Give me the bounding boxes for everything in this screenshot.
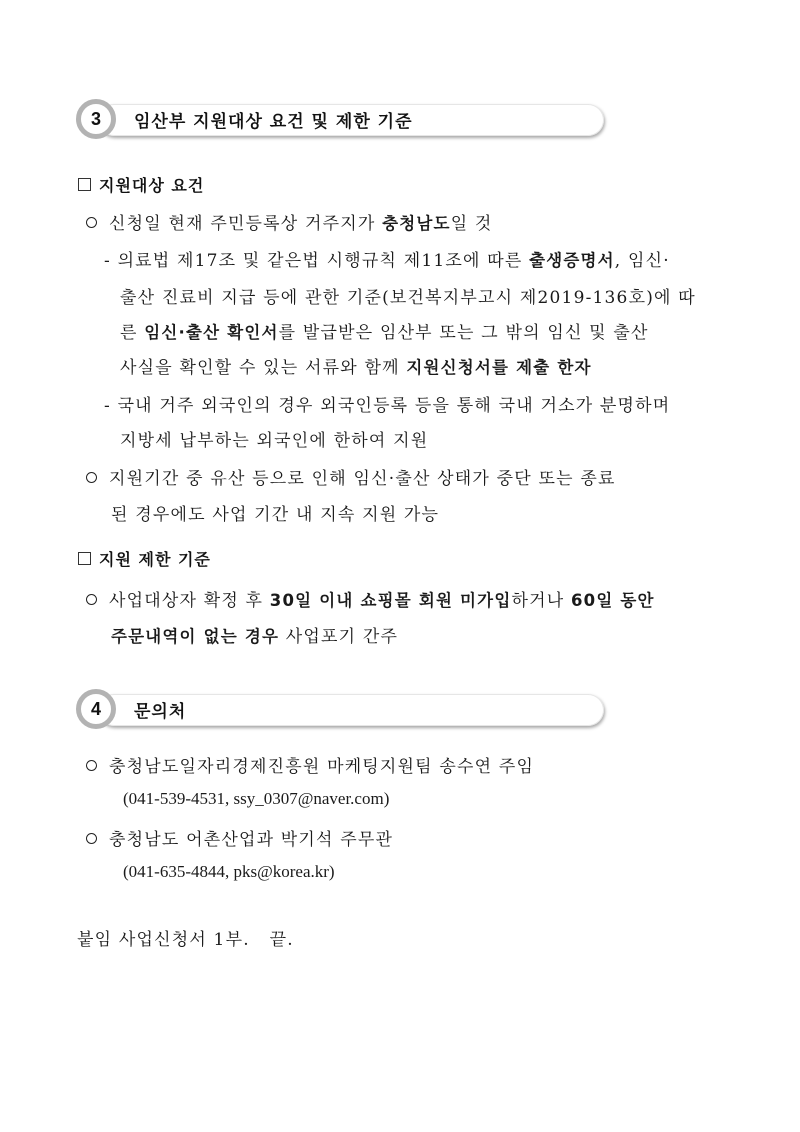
sub-item-documents-line-3: 른 임신·출산 확인서를 발급받은 임산부 또는 그 밖의 임신 및 출산 xyxy=(120,323,649,343)
bullet-restriction-line-2: 주문내역이 없는 경우 사업포기 간주 xyxy=(111,627,399,647)
section-number-badge: 4 xyxy=(76,689,116,729)
sub-item-documents-line-4: 사실을 확인할 수 있는 서류와 함께 지원신청서를 제출 한자 xyxy=(120,358,592,378)
contact-2-name: 충청남도 어촌산업과 박기석 주무관 xyxy=(86,825,393,850)
sub-item-foreigner-line-2: 지방세 납부하는 외국인에 한하여 지원 xyxy=(120,431,429,451)
square-bullet-icon xyxy=(78,552,91,565)
sub-item-documents-line-1: - 의료법 제17조 및 같은법 시행규칙 제11조에 따른 출생증명서, 임신· xyxy=(104,251,670,271)
contact-1-name: 충청남도일자리경제진흥원 마케팅지원팀 송수연 주임 xyxy=(86,752,534,777)
section-title: 임산부 지원대상 요건 및 제한 기준 xyxy=(134,112,413,132)
bullet-residence: 신청일 현재 주민등록상 거주지가 충청남도일 것 xyxy=(86,209,493,234)
square-bullet-icon xyxy=(78,178,91,191)
bullet-continuation-line-1: 지원기간 중 유산 등으로 인해 임신·출산 상태가 중단 또는 종료 xyxy=(86,464,616,489)
section-header-4 xyxy=(76,689,604,733)
section-title: 문의처 xyxy=(134,702,187,722)
circle-bullet-icon xyxy=(86,217,97,228)
sub-item-documents-line-2: 출산 진료비 지급 등에 관한 기준(보건복지부고시 제2019-136호)에 따 xyxy=(120,288,696,308)
subheading-label: 지원대상 요건 xyxy=(99,176,205,195)
section-number-badge: 3 xyxy=(76,99,116,139)
contact-2-details: (041-635-4844, pks@korea.kr) xyxy=(123,862,335,881)
dash-bullet: - xyxy=(104,251,118,271)
circle-bullet-icon xyxy=(86,760,97,771)
contact-1-details: (041-539-4531, ssy_0307@naver.com) xyxy=(123,789,390,808)
circle-bullet-icon xyxy=(86,472,97,483)
circle-bullet-icon xyxy=(86,833,97,844)
subheading-eligibility xyxy=(78,173,204,196)
subheading-restriction xyxy=(78,547,211,570)
sub-item-foreigner-line-1: - 국내 거주 외국인의 경우 외국인등록 등을 통해 국내 거소가 분명하며 xyxy=(104,396,671,416)
bullet-restriction-line-1: 사업대상자 확정 후 30일 이내 쇼핑몰 회원 미가입하거나 60일 동안 xyxy=(86,586,655,611)
subheading-label: 지원 제한 기준 xyxy=(99,550,211,569)
section-header-3 xyxy=(76,99,604,143)
circle-bullet-icon xyxy=(86,594,97,605)
dash-bullet: - xyxy=(104,396,118,416)
bullet-continuation-line-2: 된 경우에도 사업 기간 내 지속 지원 가능 xyxy=(111,505,440,525)
attachment-note: 붙임 사업신청서 1부. 끝. xyxy=(77,930,294,950)
